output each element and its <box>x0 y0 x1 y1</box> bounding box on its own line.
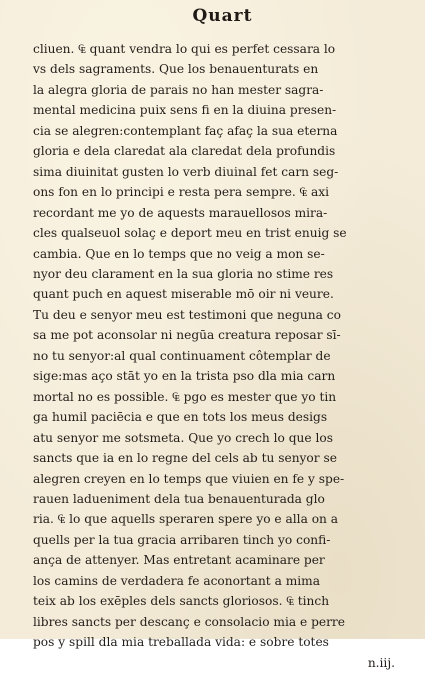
text-line: recordant me yo de aquests marauellosos mira- <box>33 205 328 220</box>
text-line: Tu deu e senyor meu est testimoni que neguna co <box>33 307 341 322</box>
text-line: pos y spill dla mia treballada vida: e sobre totes <box>33 635 329 650</box>
text-line: cambia. Que en lo temps que no veig a mon se- <box>33 246 325 261</box>
running-head <box>0 6 425 26</box>
text-line: ons fon en lo principi e resta pera sempre. ₠ axi <box>33 185 330 200</box>
signature-mark: n.iij. <box>367 655 395 670</box>
text-line: nyor deu clarament en la sua gloria no stime res <box>33 266 334 281</box>
text-line: rauen ladueniment dela tua benauenturada glo <box>33 491 325 506</box>
text-line: no tu senyor:al qual continuament côtemplar de <box>33 348 331 363</box>
text-line: cia se alegren:contemplant faç afaç la sua eterna <box>33 123 338 138</box>
text-line: atu senyor me sotsmeta. Que yo crech lo que los <box>33 430 333 445</box>
text-line: quells per la tua gracia arribaren tinch yo confi- <box>33 532 331 547</box>
text-line: ança de attenyer. Mas entretant acaminare per <box>33 553 325 568</box>
text-line: ga humil paciēcia e que en tots los meus desigs <box>33 410 328 425</box>
text-line: ria. ₠ lo que aquells speraren spere yo e alla on a <box>33 512 339 527</box>
text-line: mortal no es possible. ₠ pgo es mester que yo tin <box>33 389 337 404</box>
text-line: gloria e dela claredat ala claredat dela profundis <box>33 144 336 159</box>
text-line: sa me pot aconsolar ni negūa creatura reposar sī- <box>33 328 341 343</box>
running-head-text: Quart <box>192 6 253 26</box>
text-line: cliuen. ₠ quant vendra lo qui es perfet cessara lo <box>33 42 336 56</box>
text-line: los camins de verdadera fe aconortant a mima <box>33 573 320 588</box>
text-line: sima diuinitat gusten lo verb diuinal fet carn seg- <box>33 164 339 179</box>
text-line: mental medicina puix sens fi en la diuina presen- <box>33 103 337 118</box>
text-line: teix ab los exēples dels sancts gloriosos. ₠ tinch <box>33 594 330 609</box>
text-line: la alegra gloria de parais no han mester sagra- <box>33 82 324 97</box>
text-line: alegren creyen en lo temps que viuien en fe y spe- <box>33 471 345 486</box>
text-line: sige:mas aço stāt yo en la trista pso dla mia carn <box>33 369 336 384</box>
text-line: sancts que ia en lo regne del cels ab tu senyor se <box>33 451 337 466</box>
text-line: libres sancts per descanç e consolacio mia e perre <box>33 614 345 629</box>
text-line: vs dels sagraments. Que los benauenturats en <box>33 62 319 77</box>
text-line: cles qualseuol solaç e deport meu en trist enuig se <box>33 226 347 241</box>
text-line: quant puch en aquest miserable mō oir ni veure. <box>33 287 334 302</box>
text-block <box>33 39 395 673</box>
